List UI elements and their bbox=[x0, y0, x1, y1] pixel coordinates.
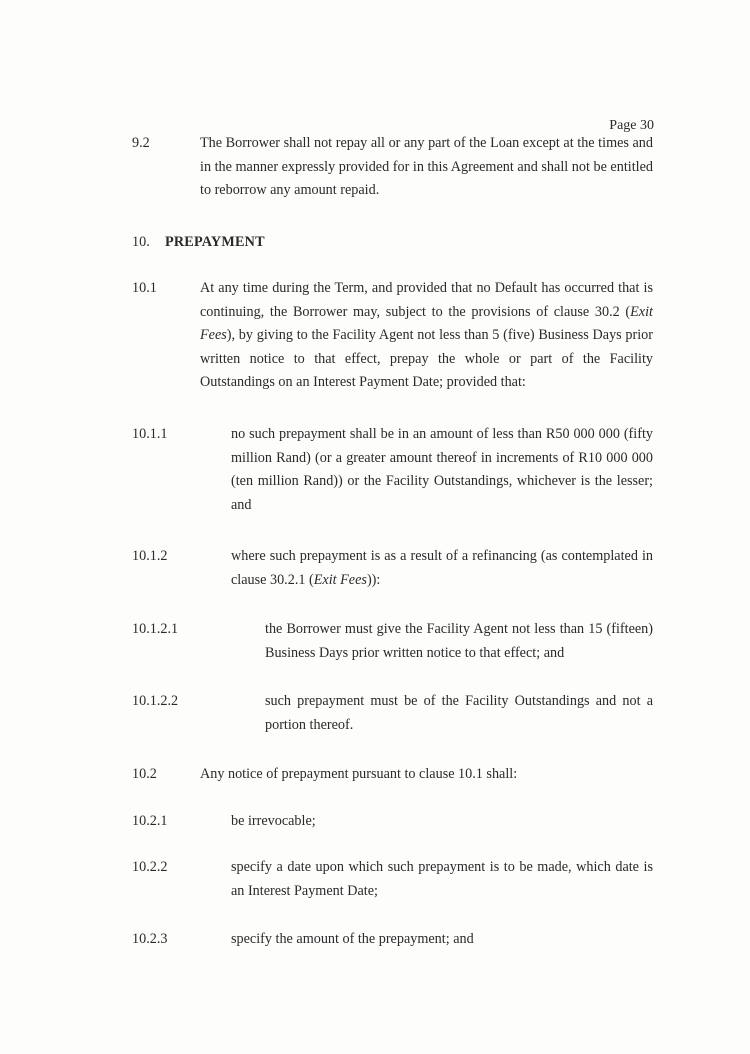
clause-number: 10.1.2 bbox=[132, 548, 168, 564]
clause-text-part: such prepayment must be of the Facility Outstandings and not a portion thereof. bbox=[265, 693, 653, 733]
clause-number: 10.1.2.1 bbox=[132, 621, 179, 637]
clause-number: 10.1 bbox=[132, 280, 157, 296]
clause-text-part: The Borrower shall not repay all or any part of the Loan except at the times and in the manner expressly provided for in this Agreement and shall not be entitled to reborrow any amount repaid. bbox=[200, 135, 653, 198]
clause-text-part: ), by giving to the Facility Agent not less than 5 (five) Business Days prior written notice to that effect, prepay the whole or part of the Facility Outstandings on an Interest Payment Date; provided that: bbox=[200, 327, 653, 390]
clause-text bbox=[231, 856, 653, 903]
clause-number: 10.2 bbox=[132, 766, 157, 782]
clause-text bbox=[265, 690, 653, 737]
clause-text bbox=[200, 132, 653, 203]
clause-number: 10.1.2.2 bbox=[132, 693, 179, 709]
clause-number: 10.2.3 bbox=[132, 931, 168, 947]
clause-text-part: no such prepayment shall be in an amount of less than R50 000 000 (fifty million Rand) (or a greater amount thereof in increments of R10 000 000 (ten million Rand)) or the Facility Outstandings, whichever is the lesser; and bbox=[231, 426, 653, 513]
clause-text-part: where such prepayment is as a result of a refinancing (as contemplated in clause 30.2.1 ( bbox=[231, 548, 653, 588]
clause-text-italic: Exit Fees bbox=[200, 303, 653, 343]
clause-text-part: the Borrower must give the Facility Agent not less than 15 (fifteen) Business Days prior written notice to that effect; and bbox=[265, 621, 653, 661]
clause-number: 10.2.1 bbox=[132, 813, 168, 829]
page-number: Page 30 bbox=[609, 118, 654, 133]
clause-number: 10.1.1 bbox=[132, 426, 168, 442]
clause-text-part: )): bbox=[366, 571, 381, 588]
clause-text bbox=[200, 763, 653, 787]
clause-text-part: specify the amount of the prepayment; and bbox=[231, 931, 474, 947]
clause-text-italic: Exit Fees bbox=[313, 571, 367, 588]
clause-text-part: specify a date upon which such prepayment is to be made, which date is an Interest Payment Date; bbox=[231, 859, 653, 899]
clause-text-part: be irrevocable; bbox=[231, 813, 316, 829]
clause-number: 9.2 bbox=[132, 135, 150, 151]
clause-text bbox=[231, 928, 653, 952]
section-number: 10. bbox=[132, 234, 150, 250]
clause-text bbox=[231, 810, 653, 834]
clause-text bbox=[231, 545, 653, 592]
clause-text bbox=[200, 277, 653, 395]
section-heading: PREPAYMENT bbox=[165, 234, 265, 250]
clause-text bbox=[231, 423, 653, 517]
clause-number: 10.2.2 bbox=[132, 859, 168, 875]
clause-text bbox=[265, 618, 653, 665]
clause-text-part: At any time during the Term, and provided that no Default has occurred that is continuing, the Borrower may, subject to the provisions of clause 30.2 ( bbox=[200, 280, 653, 320]
clause-text-part: Any notice of prepayment pursuant to clause 10.1 shall: bbox=[200, 766, 518, 782]
